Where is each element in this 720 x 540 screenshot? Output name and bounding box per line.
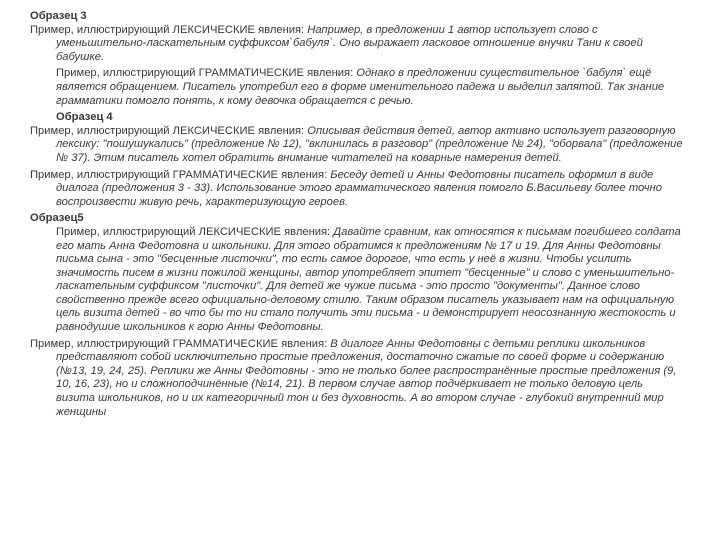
sample-5-grammatical-paragraph — [30, 338, 684, 420]
sample-4-grammatical-paragraph — [30, 169, 684, 210]
grammatical-text: В диалоге Анны Федотовны с детьми реплики школьников представляют собой исключительно простые предложения, достаточно сжатые по своей форме и содержанию (№13, 19, 24, 25). Реплики же Анны Федотовны - это не только более распространённые простые предложения (9, 10, 16, 23), но и сложноподчинённые (№14, 21). В первом случае автор подчёркивает не только деловую цель визита школьников, но и их категоричный тон и без духовность. А во втором случае - глубокий внутренний мир женщины — [56, 337, 677, 418]
sample-4-lexical-paragraph — [30, 125, 684, 166]
grammatical-lead: Пример, иллюстрирующий ГРАММАТИЧЕСКИЕ явления: — [30, 168, 331, 181]
grammatical-lead: Пример, иллюстрирующий ГРАММАТИЧЕСКИЕ явления: — [56, 67, 357, 80]
lexical-text: Например, в предложении 1 автор использует слово с уменьшительно-ласкательным суффиксом`бабуля`. Оно выражает ласковое отношение внучки Тани к своей бабушке. — [56, 23, 643, 63]
grammatical-text: Беседу детей и Анны Федотовны писатель оформил в виде диалога (предложения 3 - 33). Использование этого грамматического явления помогло Б.Васильеву более точно воспроизвести живую речь, характеризующую героев. — [56, 168, 662, 208]
grammatical-lead: Пример, иллюстрирующий ГРАММАТИЧЕСКИЕ явления: — [30, 337, 331, 350]
sample-5-heading: Образец5 — [30, 212, 84, 225]
grammatical-text: Однако в предложении существительное `бабуля` ещё является обращением. Писатель употребил его в форме именительного падежа и выделил запятой. Так знание грамматики помогло понять, к кому девочка обращается с речью. — [56, 67, 665, 107]
lexical-text: Описывая действия детей, автор активно использует разговорную лексику: "пошушукались" (предложение № 12), "вклинилась в разговор" (предложение № 24), "оборвала" (предложение № 37). Этим писатель хотел обратить внимание читателей на коварные намерения детей. — [56, 124, 683, 164]
lexical-lead: Пример, иллюстрирующий ЛЕКСИЧЕСКИЕ явления: — [30, 23, 308, 36]
lexical-text: Давайте сравним, как относятся к письмам погибшего солдата его мать Анна Федотовна и школьники. Для этого обратимся к предложениям № 17 и 19. Для Анны Федотовны письма сына - это "бесценные листочки", то есть самое дорогое, что есть у неё в жизни. Чтобы усилить значимость писем в жизни пожилой женщины, автор употребляет эпитет "бесценные" и слово с уменьшительно-ласкательным суффиксом "листочки". Для детей же чужие письма - это просто "документы". Данное слово свойственно прежде всего официально-деловому стилю. Таким образом писатель указывает нам на официальную цель визита детей - во что бы то ни стало получить эти письма - и демонстрирует неосознанную жестокость и равнодушие школьников к горю Анны Федотовны. — [56, 225, 681, 334]
lexical-lead: Пример, иллюстрирующий ЛЕКСИЧЕСКИЕ явления: — [56, 225, 334, 238]
sample-3-grammatical-paragraph — [30, 67, 684, 108]
sample-3-heading: Образец 3 — [30, 10, 87, 22]
sample-5-lexical-paragraph — [30, 226, 684, 335]
sample-4-heading: Образец 4 — [56, 111, 113, 124]
sample-3-lexical-paragraph — [30, 24, 684, 65]
lexical-lead: Пример, иллюстрирующий ЛЕКСИЧЕСКИЕ явления: — [30, 124, 308, 137]
